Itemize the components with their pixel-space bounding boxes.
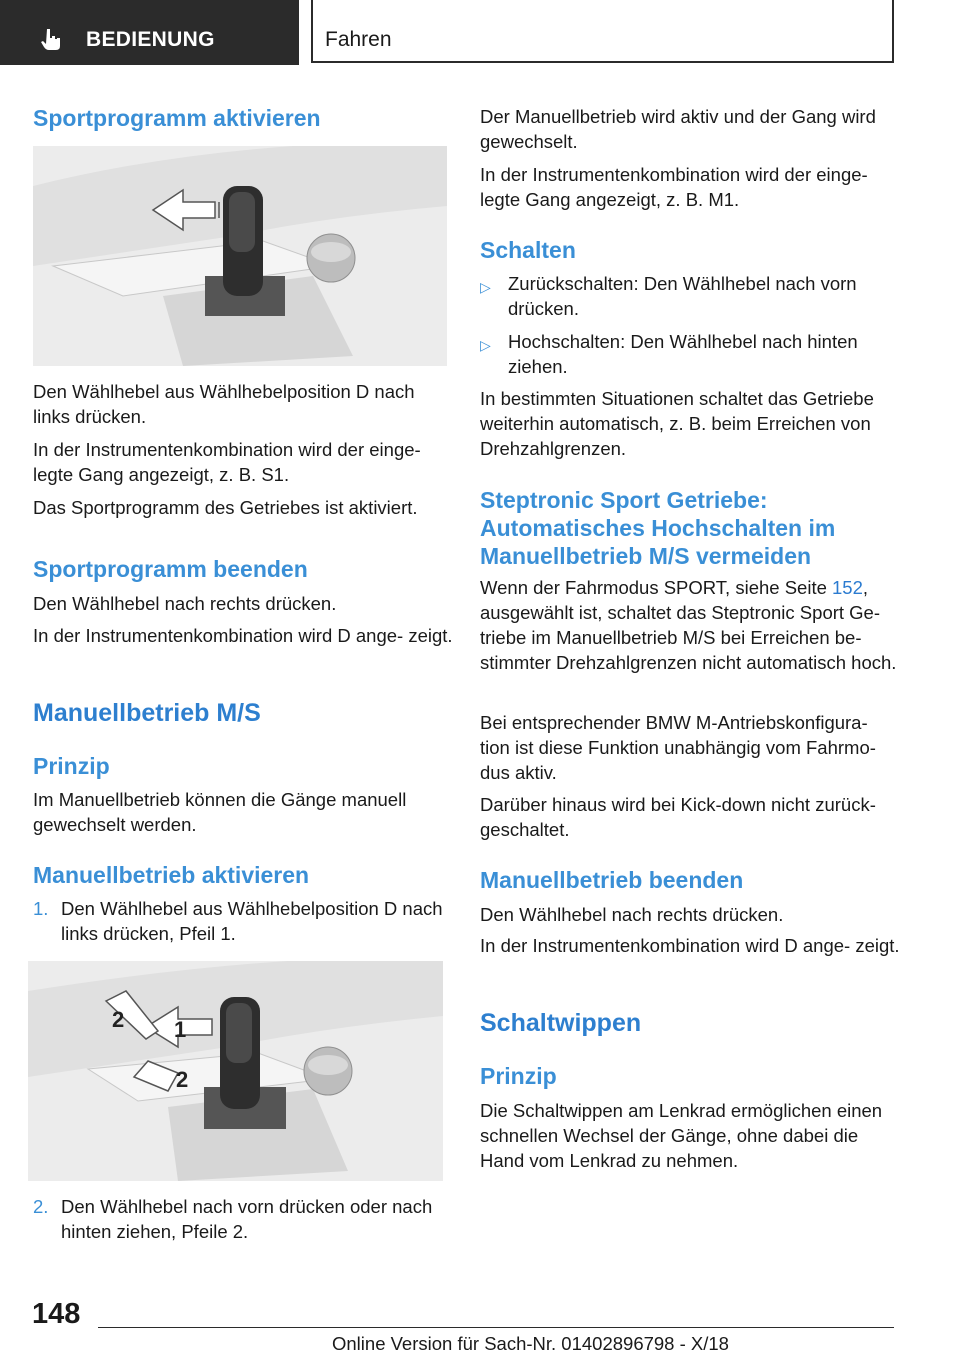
heading-sport-off: Sportprogramm beenden: [33, 556, 308, 582]
heading-principle: Prinzip: [33, 753, 110, 779]
text: Wenn der Fahrmodus SPORT, siehe Seite: [480, 577, 833, 598]
hand-pointer-icon: [40, 28, 62, 50]
arrow-label-1: 1: [174, 1017, 187, 1042]
footer-text: Online Version für Sach-Nr. 01402896798 - X/18: [332, 1333, 729, 1354]
bullet-text: Hochschalten: Den Wählhebel nach hinten ziehen.: [508, 331, 858, 377]
paragraph: In der Instrumentenkombination wird D ange- zeigt.: [480, 935, 900, 956]
footer-divider: [98, 1327, 894, 1328]
paragraph: Den Wählhebel aus Wählhebelposition D nach links drücken.: [33, 381, 415, 427]
paragraph: In der Instrumentenkombination wird D ange- zeigt.: [33, 625, 453, 646]
bullet-item: [480, 329, 895, 379]
paragraph: Die Schaltwippen am Lenkrad ermöglichen einen schnellen Wechsel der Gänge, ohne dabei die Hand vom Lenkrad zu nehmen.: [480, 1100, 883, 1171]
heading-manual-mode: Manuellbetrieb M/S: [33, 699, 261, 727]
paragraph: In der Instrumentenkombination wird der einge- legte Gang angezeigt, z. B. M1.: [480, 164, 868, 210]
step-item: [33, 1194, 445, 1244]
bullet-triangle-icon: ▷: [480, 279, 491, 295]
paragraph: Bei entsprechender BMW M-Antriebskonfigura- tion ist diese Funktion unabhängig vom Fahrmo- dus aktiv.: [480, 712, 876, 783]
step-number: 2.: [33, 1196, 49, 1217]
paragraph: Den Wählhebel nach rechts drücken.: [480, 904, 784, 925]
paragraph: Den Wählhebel nach rechts drücken.: [33, 593, 337, 614]
text: , ausgewählt ist, schaltet das Steptronic Sport Ge- triebe im Manuellbetrieb M/S bei Erreichen be- stimmter Drehzahlgrenzen nicht automatisch hoch.: [480, 577, 897, 673]
heading-manual-off: Manuellbetrieb beenden: [480, 867, 744, 893]
page-title-box: [311, 0, 894, 63]
heading-paddles: Schaltwippen: [480, 1009, 642, 1037]
paragraph: Darüber hinaus wird bei Kick-down nicht zurück- geschaltet.: [480, 794, 876, 840]
heading-shift: Schalten: [480, 237, 576, 263]
bullet-item: [480, 271, 895, 321]
paragraph: In bestimmten Situationen schaltet das Getriebe weiterhin automatisch, z. B. beim Erreichen von Drehzahlgrenzen.: [480, 388, 874, 459]
gear-selector-drawing: [33, 146, 447, 366]
gear-selector-illustration-1: [33, 146, 447, 366]
page-title: Fahren: [325, 28, 392, 51]
step-text: Den Wählhebel aus Wählhebelposition D nach links drücken, Pfeil 1.: [61, 898, 443, 944]
section-label: BEDIENUNG: [86, 28, 215, 51]
gear-selector-arrows-drawing: [28, 961, 443, 1181]
heading-principle-2: Prinzip: [480, 1063, 557, 1089]
paragraph: Der Manuellbetrieb wird aktiv und der Gang wird gewechselt.: [480, 106, 876, 152]
gear-selector-illustration-2: [28, 961, 443, 1181]
step-number: 1.: [33, 898, 49, 919]
heading-steptronic: Steptronic Sport Getriebe: Automatisches Hochschalten im Manuellbetrieb M/S vermeiden: [480, 487, 836, 569]
arrow-label-2b: 2: [176, 1067, 189, 1092]
paragraph-with-link: [480, 575, 900, 675]
paragraph: In der Instrumentenkombination wird der einge- legte Gang angezeigt, z. B. S1.: [33, 439, 421, 485]
page-number: 148: [32, 1298, 81, 1330]
bullet-text: Zurückschalten: Den Wählhebel nach vorn drücken.: [508, 273, 857, 319]
step-item: [33, 896, 445, 946]
bullet-triangle-icon: ▷: [480, 337, 491, 353]
heading-sport-on: Sportprogramm aktivieren: [33, 105, 321, 131]
paragraph: Im Manuellbetrieb können die Gänge manuell gewechselt werden.: [33, 789, 407, 835]
heading-manual-on: Manuellbetrieb aktivieren: [33, 862, 310, 888]
paragraph: Das Sportprogramm des Getriebes ist aktiviert.: [33, 497, 418, 518]
step-text: Den Wählhebel nach vorn drücken oder nach hinten ziehen, Pfeile 2.: [61, 1196, 433, 1242]
page-reference-link[interactable]: 152: [832, 577, 863, 598]
arrow-label-2a: 2: [112, 1007, 125, 1032]
